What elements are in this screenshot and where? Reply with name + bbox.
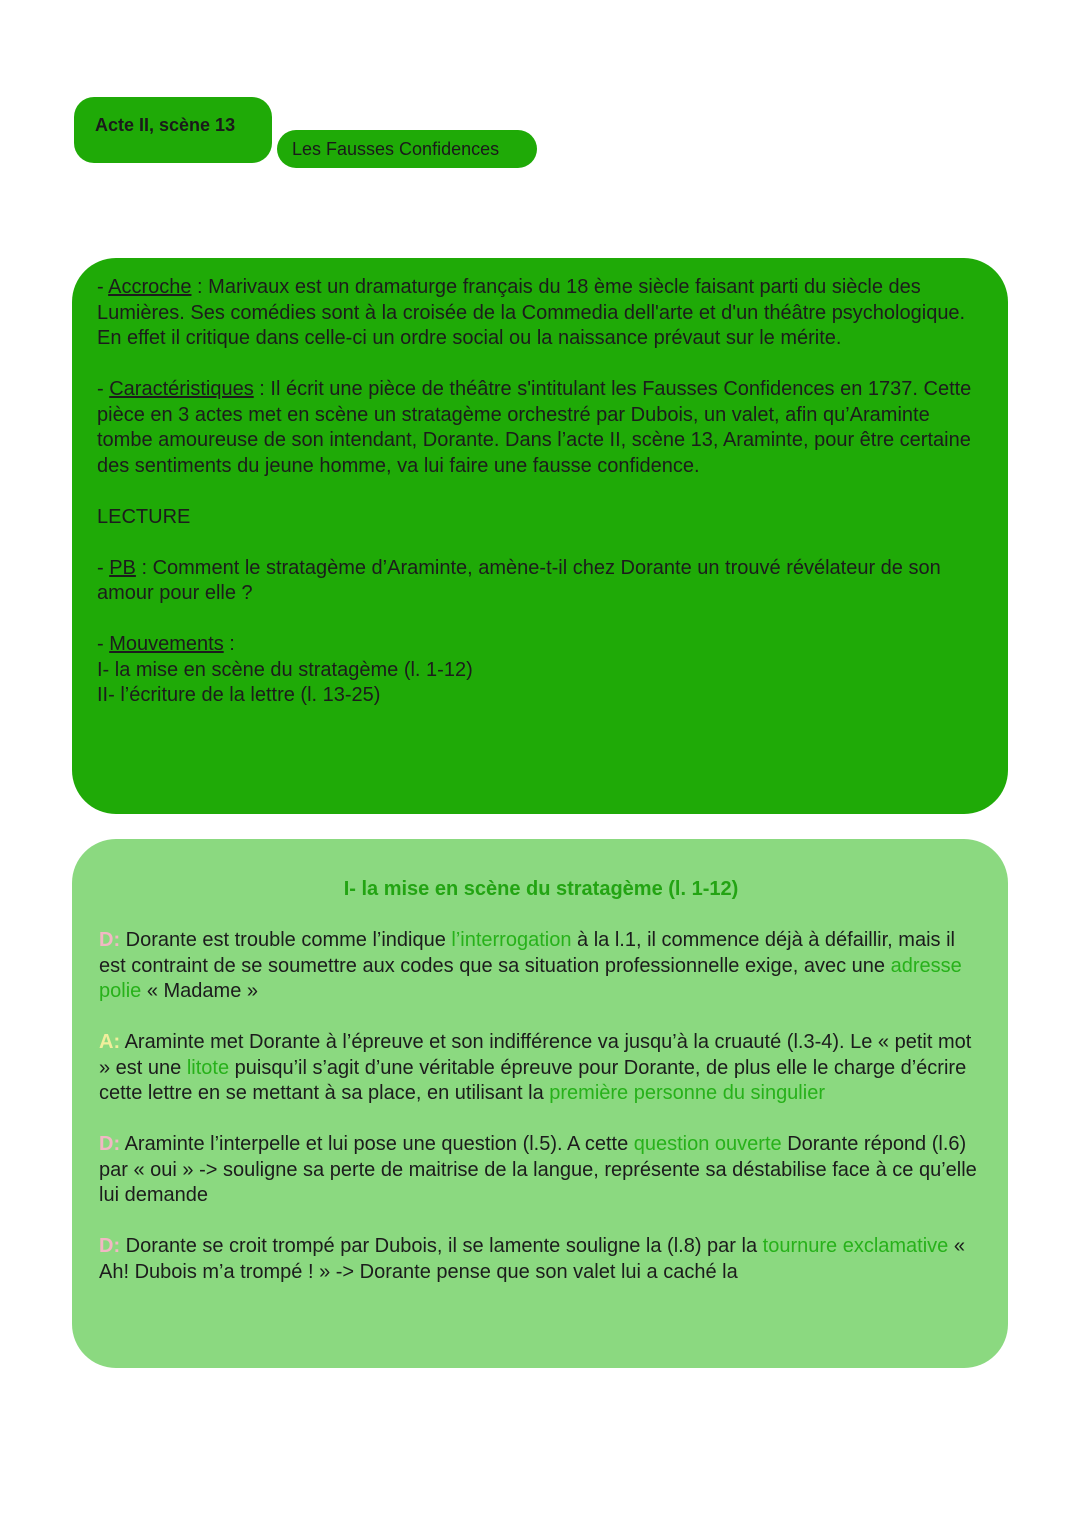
analysis-text: Dorante se croit trompé par Dubois, il se lamente souligne la (l.8) par la [120,1235,763,1257]
speaker-label-a: A: [99,1031,121,1053]
highlight-term: l’interrogation [451,929,572,951]
play-title-tag [277,130,537,168]
highlight-term: première personne du singulier [549,1082,825,1104]
speaker-label-d: D: [99,1235,121,1257]
highlight-term: adresse polie [99,954,962,1002]
analysis-paragraph-2 [99,1030,983,1107]
problematique-paragraph: - PB : Comment le stratagème d’Araminte, amène-t-il chez Dorante un trouvé révélateur de son amour pour elle ? [97,556,941,604]
scene-tag [74,97,272,163]
mouvements-paragraph: - Mouvements : [97,633,235,655]
caracteristiques-text: : Il écrit une pièce de théâtre s'intitulant les Fausses Confidences en 1737. Cette pièce en 3 actes met en scène un stratagème orchestré par Dubois, un valet, afin qu’Araminte tombe amoureuse de son intendant, Dorante. Dans l’acte II, scène 13, Araminte, pour être certaine des sentiments du jeune homme, va lui faire une fausse confidence. [97,378,972,477]
highlight-term: question ouverte [633,1133,782,1155]
analysis-text: Araminte l’interpelle et lui pose une question (l.5). A cette [120,1133,634,1155]
speaker-label-d: D: [99,1133,121,1155]
analysis-text: « Madame » [141,980,258,1002]
analysis-paragraph-4 [99,1234,983,1285]
caracteristiques-paragraph: - Caractéristiques : Il écrit une pièce de théâtre s'intitulant les Fausses Confidences en 1737. Cette pièce en 3 actes met en scène un stratagème orchestré par Dubois, un valet, afin qu’Araminte tombe amoureuse de son intendant, Dorante. Dans l’acte II, scène 13, Araminte, pour être certaine des sentiments du jeune homme, va lui faire une fausse confidence. [97,378,972,477]
highlight-term: litote [186,1056,230,1079]
analysis-card [72,839,1008,1368]
play-title: Les Fausses Confidences [292,139,500,159]
analysis-text: « Ah! Dubois m’a trompé ! » -> Dorante pense que son valet lui a caché la [99,1235,965,1283]
analysis-text: Araminte met Dorante à l’épreuve et son indifférence va jusqu’à la cruauté (l.3-4). Le « petit mot » est une [99,1031,972,1079]
analysis-text: Dorante répond (l.6) par « oui » -> souligne sa perte de maitrise de la langue, représente sa déstabilise face à ce qu’elle lui demande [99,1133,977,1206]
accroche-paragraph: - Accroche : Marivaux est un dramaturge français du 18 ème siècle faisant parti du siècle des Lumières. Ses comédies sont à la croisée de la Commedia dell'arte et d'un théâtre psychologique. En effet il critique dans celle-ci un ordre social ou la naissance prévaut sur le mérite. [97,276,966,349]
lecture-heading: LECTURE [97,505,191,528]
pb-text: : Comment le stratagème d’Araminte, amène-t-il chez Dorante un trouvé révélateur de son amour pour elle ? [97,556,941,604]
accroche-text: : Marivaux est un dramaturge français du 18 ème siècle faisant parti du siècle des Lumières. Ses comédies sont à la croisée de la Commedia dell'arte et d'un théâtre psychologique. En effet il critique dans celle-ci un ordre social ou la naissance prévaut sur le mérite. [97,276,966,349]
pb-label: PB [109,556,136,579]
accroche-label: Accroche [108,276,192,298]
section-title: I- la mise en scène du stratagème (l. 1-12) [343,878,739,900]
mouvement-2: II- l’écriture de la lettre (l. 13-25) [97,684,381,706]
mouvement-1: I- la mise en scène du stratagème (l. 1-12) [97,658,473,681]
analysis-paragraph-1 [99,928,983,1005]
highlight-term: tournure exclamative [762,1235,949,1257]
analysis-text: Dorante est trouble comme l’indique [120,929,452,951]
scene-label: Acte II, scène 13 [95,115,236,135]
mouvements-suffix: : [223,633,235,655]
analysis-text: puisqu’il s’agit d’une véritable épreuve pour Dorante, de plus elle le charge d’écrire cette lettre en se mettant à sa place, en utilisant la [99,1056,967,1104]
intro-card [72,258,1008,814]
mouvements-label: Mouvements [109,633,224,655]
caracteristiques-label: Caractéristiques [109,378,254,400]
analysis-paragraph-3 [99,1132,983,1209]
analysis-text: à la l.1, il commence déjà à défaillir, mais il est contraint de se soumettre aux codes que sa situation professionnelle exige, avec une [99,929,955,977]
speaker-label-d: D: [99,929,121,951]
